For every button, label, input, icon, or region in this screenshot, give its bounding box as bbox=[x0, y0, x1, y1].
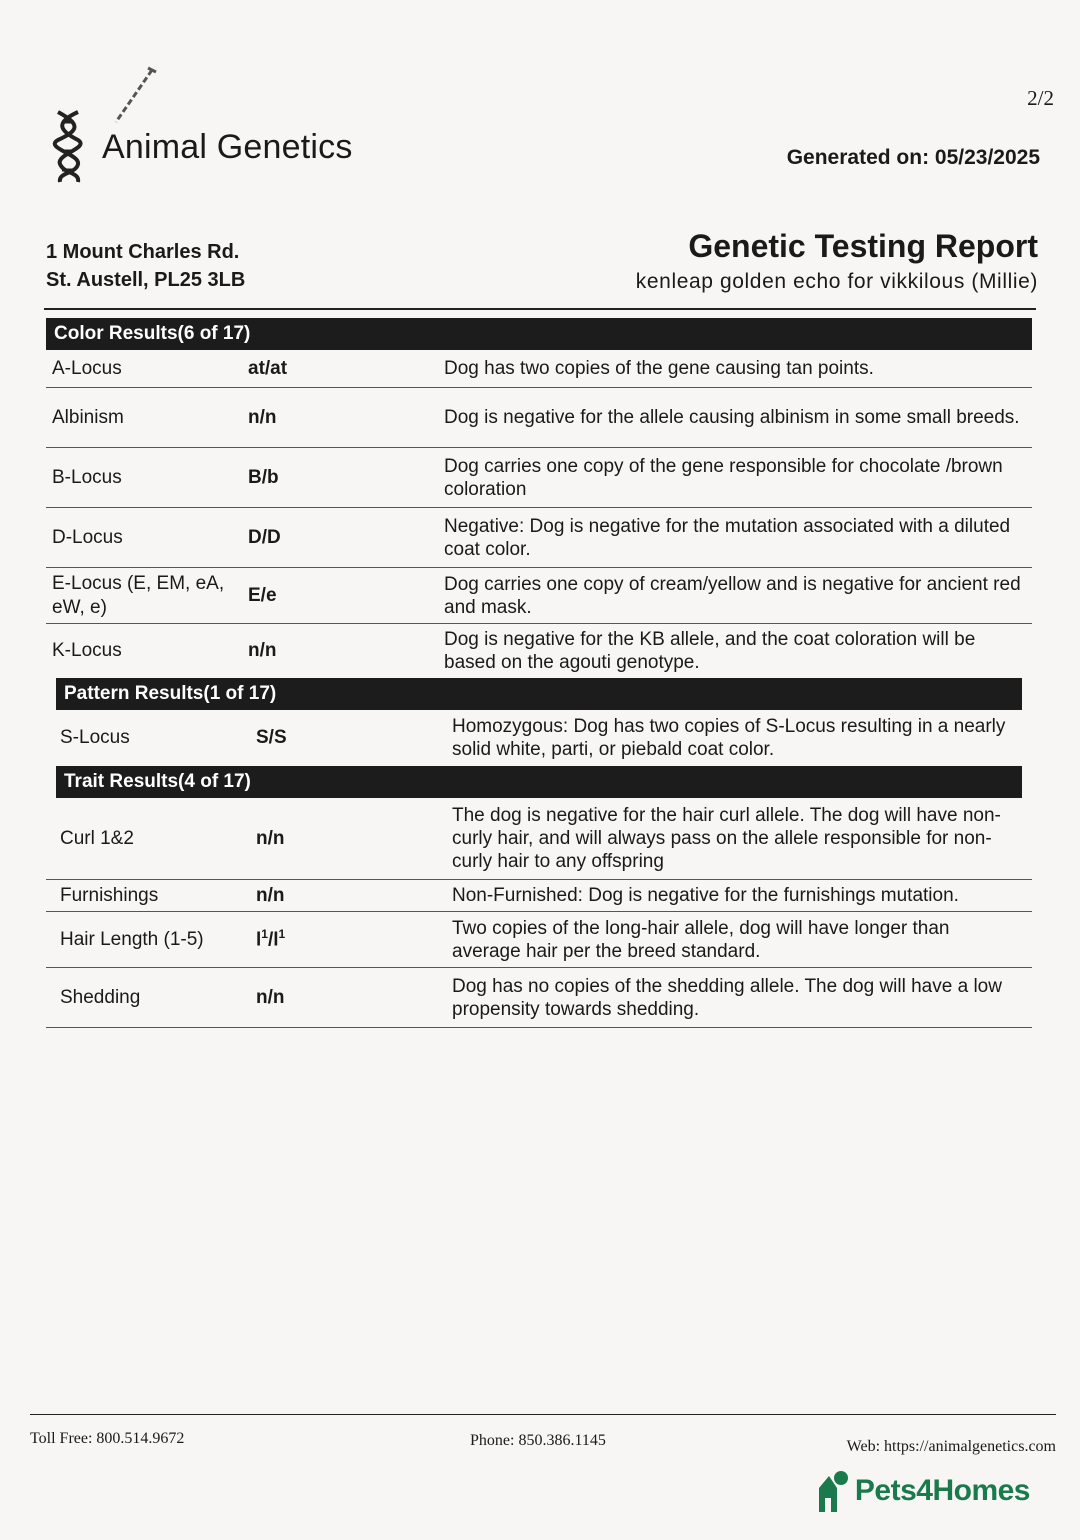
table-row bbox=[46, 968, 1032, 1028]
pets4homes-brand-text: Pets4Homes bbox=[854, 1474, 1030, 1507]
result-description: Dog carries one copy of cream/yellow and is negative for ancient red and mask. bbox=[444, 573, 1021, 618]
locus-name: D-Locus bbox=[52, 526, 123, 548]
pattern-results-header: Pattern Results(1 of 17) bbox=[56, 678, 1022, 710]
table-row bbox=[46, 880, 1032, 912]
website-link[interactable]: Web: https://animalgenetics.com bbox=[846, 1438, 1056, 1455]
phone-number: Phone: 850.386.1145 bbox=[470, 1432, 606, 1449]
locus-name: Curl 1&2 bbox=[60, 827, 134, 849]
pets4homes-logo-icon bbox=[815, 1468, 851, 1514]
genotype: E/e bbox=[248, 584, 277, 606]
genotype-allele-sup: 1 bbox=[261, 927, 268, 942]
locus-name: K-Locus bbox=[52, 640, 122, 661]
genotype: n/n bbox=[256, 884, 285, 906]
footer-divider bbox=[30, 1414, 1056, 1415]
table-row bbox=[46, 710, 1032, 766]
genotype-allele: l bbox=[273, 929, 279, 951]
locus-name: Hair Length (1-5) bbox=[60, 928, 204, 950]
table-row bbox=[46, 568, 1032, 624]
locus-name: Albinism bbox=[52, 406, 124, 428]
result-description: The dog is negative for the hair curl allele. The dog will have non-curly hair, and will always pass on the allele responsible for non-curly hair to any offspring bbox=[452, 805, 1001, 872]
generated-date: Generated on: 05/23/2025 bbox=[786, 146, 1040, 169]
genotype: at/at bbox=[248, 357, 288, 379]
genotype: D/D bbox=[248, 526, 281, 548]
header-divider bbox=[44, 308, 1036, 310]
genotype: n/n bbox=[248, 640, 277, 661]
address-line-1: 1 Mount Charles Rd. bbox=[46, 241, 240, 263]
report-subtitle: kenleap golden echo for vikkilous (Millie) bbox=[635, 270, 1038, 293]
company-address bbox=[46, 238, 245, 294]
result-description: Non-Furnished: Dog is negative for the furnishings mutation. bbox=[452, 885, 959, 906]
results-table bbox=[46, 318, 1032, 1028]
result-description: Dog is negative for the allele causing albinism in some small breeds. bbox=[444, 407, 1020, 428]
result-description: Negative: Dog is negative for the mutation associated with a diluted coat color. bbox=[444, 515, 1011, 560]
genotype: n/n bbox=[256, 827, 285, 849]
result-description: Dog has two copies of the gene causing tan points. bbox=[444, 358, 874, 379]
trait-results-header: Trait Results(4 of 17) bbox=[56, 766, 1022, 798]
result-description: Dog carries one copy of the gene responsible for chocolate /brown coloration bbox=[444, 455, 1003, 500]
genotype: n/n bbox=[248, 406, 277, 428]
table-row bbox=[46, 798, 1032, 880]
table-row bbox=[46, 912, 1032, 968]
locus-name: Shedding bbox=[60, 986, 141, 1008]
result-description: Dog is negative for the KB allele, and the coat coloration will be based on the agouti genotype. bbox=[444, 629, 976, 673]
report-title: Genetic Testing Report bbox=[688, 228, 1038, 264]
genotype-allele-sup: 1 bbox=[278, 927, 286, 942]
locus-name: S-Locus bbox=[60, 727, 130, 748]
genotype-allele: l bbox=[256, 929, 262, 951]
address-line-2: St. Austell, PL25 3LB bbox=[46, 269, 246, 291]
table-row bbox=[46, 388, 1032, 448]
locus-name: A-Locus bbox=[52, 357, 122, 379]
page-number: 2/2 bbox=[1027, 86, 1054, 110]
color-results-header: Color Results(6 of 17) bbox=[46, 318, 1032, 350]
locus-name: B-Locus bbox=[52, 466, 122, 488]
result-description: Dog has no copies of the shedding allele. The dog will have a low propensity towards shedding. bbox=[452, 975, 1002, 1020]
genotype bbox=[256, 927, 452, 951]
result-description: Two copies of the long-hair allele, dog will have longer than average hair per the breed standard. bbox=[452, 917, 950, 962]
pets4homes-watermark bbox=[815, 1468, 1030, 1514]
locus-name: Furnishings bbox=[60, 884, 159, 906]
result-description: Homozygous: Dog has two copies of S-Locus resulting in a nearly solid white, parti, or piebald coat color. bbox=[452, 716, 1006, 760]
genotype: B/b bbox=[248, 466, 279, 488]
dna-helix-icon bbox=[50, 108, 90, 186]
table-row bbox=[46, 448, 1032, 508]
company-logo bbox=[50, 108, 353, 186]
genotype: n/n bbox=[256, 986, 285, 1008]
table-row bbox=[46, 508, 1032, 568]
genotype: S/S bbox=[256, 727, 287, 748]
table-row bbox=[46, 350, 1032, 388]
table-row bbox=[46, 624, 1032, 678]
genotype-separator: / bbox=[267, 929, 274, 951]
locus-name: E-Locus (E, EM, eA, eW, e) bbox=[52, 572, 225, 618]
toll-free-number: Toll Free: 800.514.9672 bbox=[30, 1430, 185, 1447]
company-name: Animal Genetics bbox=[102, 127, 353, 166]
